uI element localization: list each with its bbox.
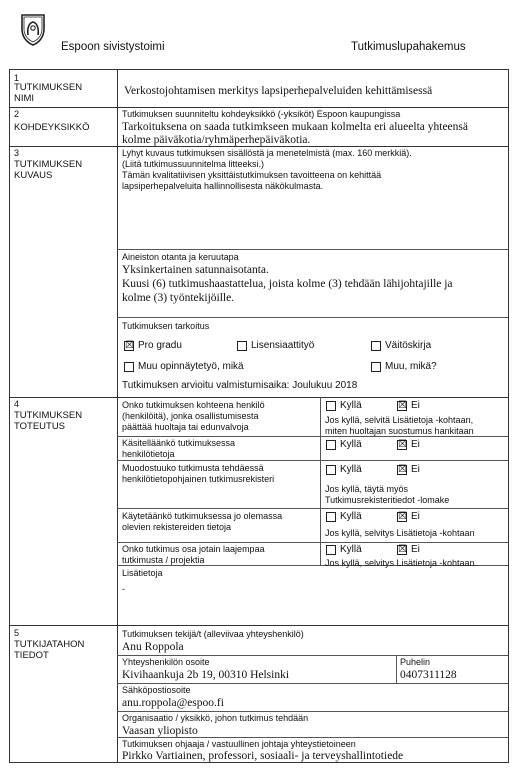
checkbox-q1-no[interactable]: ☒ <box>398 400 407 411</box>
option-label: Pro gradu <box>138 340 182 351</box>
field-label: Organisaatio / yksikkö, johon tutkimus tehdään <box>122 713 309 723</box>
checkbox-q2-yes[interactable] <box>326 440 336 450</box>
option-label: Kyllä <box>340 511 362 522</box>
option-label: Ei <box>411 439 420 450</box>
section-title: NIMI <box>14 93 35 104</box>
question-text: olevien rekistereiden tietoja <box>122 522 232 532</box>
checkbox-q4-no[interactable]: ☒ <box>398 511 407 522</box>
question-text: Käytetäänkö tutkimuksessa jo olemassa <box>122 511 283 521</box>
section-number: 5 <box>14 628 20 638</box>
option-label: Ei <box>411 511 420 522</box>
section-number: 1 <box>14 73 20 83</box>
option-label: Väitöskirja <box>385 340 432 351</box>
section-title: TUTKIMUKSEN <box>14 159 83 170</box>
sampling-value: kolme (3) työntekijöille. <box>122 292 235 304</box>
field-label: Tutkimuksen tarkoitus <box>122 321 210 331</box>
field-label: Puhelin <box>400 657 431 667</box>
checkbox-q4-yes[interactable] <box>326 512 336 522</box>
checkbox-lisensiaattityo[interactable] <box>237 341 247 351</box>
field-label: Tutkimuksen tekijä/t (alleviivaa yhteyshenkilö) <box>122 629 304 639</box>
section-number: 3 <box>14 148 20 158</box>
completion-time: Tutkimuksen arvioitu valmistumisaika: Joulukuu 2018 <box>122 380 358 391</box>
question-note: Tutkimusrekisteritiedot -lomake <box>325 495 450 505</box>
checkbox-muu-mika[interactable] <box>371 362 381 372</box>
checkbox-pro-gradu[interactable]: ☒ <box>125 340 134 351</box>
question-text: tutkimusta / projektia <box>122 555 205 565</box>
additional-info-value: - <box>122 584 125 594</box>
checkbox-vaitoskirja[interactable] <box>371 341 381 351</box>
section-title: TUTKIMUKSEN <box>14 82 83 93</box>
checkbox-q1-yes[interactable] <box>326 401 336 411</box>
field-label: Tutkimuksen suunniteltu kohdeyksikkö (-yksiköt) Espoon kaupungissa <box>122 109 401 119</box>
supervisor-value: Pirkko Vartiainen, professori, sosiaali- ja terveyshallintotiede <box>122 750 404 762</box>
checkbox-q2-no[interactable]: ☒ <box>398 439 407 450</box>
question-note: miten huoltajan suostumus hankitaan <box>325 426 474 436</box>
section-number: 2 <box>14 109 20 119</box>
question-note: Jos kyllä, täytä myös <box>325 484 409 494</box>
field-label: Lisätietoja <box>122 568 163 578</box>
section-title: TUTKIMUKSEN <box>14 410 83 421</box>
target-unit-value: Tarkoituksena on saada tutkimkseen mukaan kolmelta eri alueelta yhteensä <box>122 121 468 133</box>
address-value: Kivihaankuja 2b 19, 00310 Helsinki <box>122 669 290 681</box>
section-title: TOTEUTUS <box>14 421 66 432</box>
email-value: anu.roppola@espoo.fi <box>122 697 224 709</box>
option-label: Muu, mikä? <box>385 361 437 372</box>
field-label: Sähköpostiosoite <box>122 685 191 695</box>
question-note: Jos kyllä, selvitys Lisätietoja -kohtaan. <box>325 558 478 568</box>
option-label: Ei <box>411 544 420 555</box>
field-label: (Liitä tutkimussuunnitelma litteeksi.) <box>122 159 265 169</box>
question-text: henkilötietopohjainen tutkimusrekisteri <box>122 474 275 484</box>
organization-value: Vaasan yliopisto <box>122 725 198 737</box>
question-note: Jos kyllä, selvitä Lisätietoja -kohtaan, <box>325 415 474 425</box>
section-title: TUTKIJATAHON <box>14 639 85 650</box>
phone-value: 0407311128 <box>400 669 457 681</box>
description-value: Tämän kvalitatiivisen yksittäistutkimuksen tavoitteena on kehittää <box>122 170 382 180</box>
research-name-value: Verkostojohtamisen merkitys lapsiperhepalveluiden kehittämisessä <box>124 85 433 97</box>
section-number: 4 <box>14 399 20 409</box>
section-title: TIEDOT <box>14 650 49 661</box>
checkbox-q3-no[interactable]: ☒ <box>398 464 407 475</box>
question-text: Käsitelläänkö tutkimuksessa <box>122 438 236 448</box>
target-unit-value: kolme päiväkotia/ryhmäperhepäiväkotia. <box>122 134 311 146</box>
option-label: Ei <box>411 464 420 475</box>
option-label: Kyllä <box>340 464 362 475</box>
option-label: Kyllä <box>340 544 362 555</box>
sampling-value: Yksinkertainen satunnaisotanta. <box>122 264 269 276</box>
question-text: Onko tutkimus osa jotain laajempaa <box>122 544 265 554</box>
option-label: Kyllä <box>340 400 362 411</box>
field-label: Tutkimuksen ohjaaja / vastuullinen johtaja yhteystietoineen <box>122 739 356 749</box>
option-label: Lisensiaattityö <box>251 340 315 351</box>
question-text: (henkilöitä), jonka osallistumisesta <box>122 411 259 421</box>
description-value: lapsiperhepalveluita hallinnollisesta näkökulmasta. <box>122 181 324 191</box>
espoo-crest-icon <box>19 12 47 46</box>
section-title: KOHDEYKSIKKÖ <box>14 122 90 133</box>
checkbox-muu-opinnaytetyo[interactable] <box>124 362 134 372</box>
option-label: Muu opinnäytetyö, mikä <box>138 361 244 372</box>
question-text: Onko tutkimuksen kohteena henkilö <box>122 400 265 410</box>
checkbox-q5-yes[interactable] <box>326 545 336 555</box>
question-text: Muodostuuko tutkimusta tehdäessä <box>122 463 264 473</box>
researcher-name-value: Anu Roppola <box>122 641 184 653</box>
section-title: KUVAUS <box>14 170 53 181</box>
question-note: Jos kyllä, selvitys Lisätietoja -kohtaan <box>325 528 475 538</box>
checkbox-q5-no[interactable]: ☒ <box>398 544 407 555</box>
field-label: Lyhyt kuvaus tutkimuksen sisällöstä ja menetelmistä (max. 160 merkkiä). <box>122 148 412 158</box>
question-text: henkilötietoja <box>122 449 175 459</box>
sampling-value: Kuusi (6) tutkimushaastattelua, joista kolme (3) tehdään lähijohtajille ja <box>122 278 453 290</box>
field-label: Yhteyshenkilön osoite <box>122 657 210 667</box>
document-title: Tutkimuslupahakemus <box>351 41 466 53</box>
question-text: päättää huoltaja tai edunvalvoja <box>122 422 249 432</box>
option-label: Ei <box>411 400 420 411</box>
field-label: Aineiston otanta ja keruutapa <box>122 252 239 262</box>
option-label: Kyllä <box>340 439 362 450</box>
application-form <box>9 69 509 763</box>
checkbox-q3-yes[interactable] <box>326 465 336 475</box>
organization-name: Espoon sivistystoimi <box>61 41 165 53</box>
